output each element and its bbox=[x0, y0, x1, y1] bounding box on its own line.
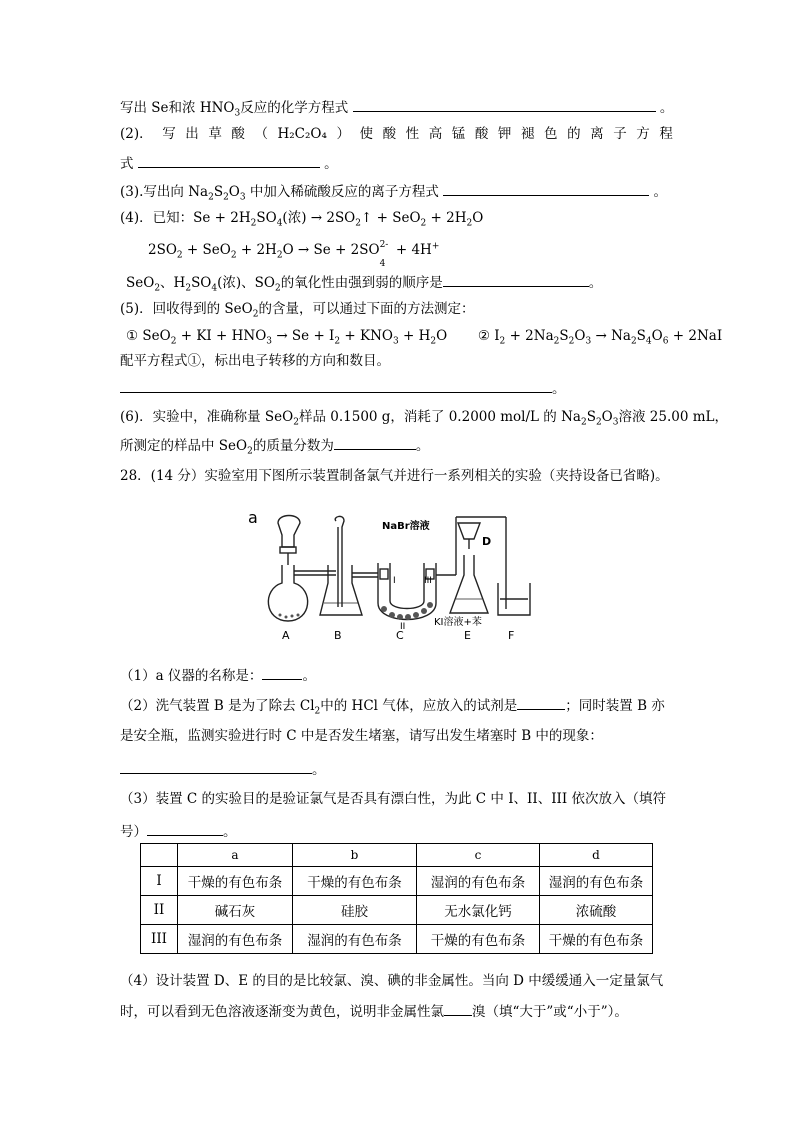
question-27-2-char: (2)． bbox=[120, 126, 153, 142]
label-nabr: NaBr溶液 bbox=[382, 521, 430, 532]
question-27-5-instruction: 配平方程式①，标出电子转移的方向和数目。 bbox=[120, 353, 390, 369]
question-28-2-answer-line: 。 bbox=[120, 759, 326, 779]
answer-blank[interactable] bbox=[120, 378, 552, 393]
funnel-d bbox=[458, 523, 480, 539]
label-C: C bbox=[396, 629, 404, 642]
question-27-5: (5)．回收得到的 SeO$_2$的含量，可以通过下面的方法测定： bbox=[120, 301, 475, 320]
label-E: E bbox=[464, 629, 471, 642]
question-27-2-char: 离 bbox=[590, 126, 604, 142]
label-roman-iii: III bbox=[424, 576, 432, 586]
question-28-2-cont: 是安全瓶，监测实验进行时 C 中是否发生堵塞，请写出发生堵塞时 B 中的现象： bbox=[120, 728, 603, 744]
question-27-4-order: SeO$_2$、$H_2SO_4$(浓)、$SO_2$的氧化性由强到弱的顺序是 。 bbox=[126, 272, 602, 292]
table-row: I 干燥的有色布条 干燥的有色布条 湿润的有色布条 湿润的有色布条 bbox=[141, 867, 653, 896]
answer-blank[interactable] bbox=[444, 1001, 472, 1016]
label-roman-i: I bbox=[393, 576, 396, 586]
question-27-2-char: H₂C₂O₄ bbox=[277, 126, 327, 142]
question-27-2 bbox=[120, 125, 673, 143]
question-27-2-char: 草 bbox=[208, 126, 222, 142]
question-27-5-eq: ① SeO$_2$ + KI + $HNO_3 \to Se + I_2 + KNO_3 + H_2O$ ② $I_2 + 2Na_2S_2O_3 \to Na_2S_4O_6 + 2NaI$ bbox=[126, 328, 723, 347]
question-27-2-char: 高 bbox=[428, 126, 443, 142]
question-27-2-char: 写 bbox=[162, 126, 176, 142]
question-27-2-char: 使 bbox=[359, 126, 374, 142]
u-tube-c bbox=[378, 563, 436, 620]
flask-a bbox=[268, 565, 307, 621]
question-27-2-char: 钾 bbox=[497, 126, 512, 142]
question-27-2-char: 褪 bbox=[520, 126, 535, 142]
answer-blank[interactable] bbox=[138, 153, 320, 168]
label-F: F bbox=[508, 629, 515, 642]
question-27-2-char: 性 bbox=[405, 126, 420, 142]
question-27-3: (3).写出向 $Na_2S_2O_3$ 中加入稀硫酸反应的离子方程式 。 bbox=[120, 181, 667, 201]
label-a: a bbox=[248, 508, 258, 527]
question-27-6-cont: 所测定的样品中 SeO$_2$的质量分数为 。 bbox=[120, 435, 429, 455]
table-row: III 湿润的有色布条 湿润的有色布条 干燥的有色布条 干燥的有色布条 bbox=[141, 925, 653, 954]
label-A: A bbox=[282, 629, 290, 642]
label-roman-ii: II bbox=[400, 622, 406, 632]
question-28-intro: 28．(14 分）实验室用下图所示装置制备氯气并进行一系列相关的实验（夹持设备已省略)。 bbox=[120, 468, 669, 484]
question-27-2-cont: 式 。 bbox=[120, 153, 338, 173]
answer-blank[interactable] bbox=[147, 821, 223, 836]
question-27-2-char: 酸 bbox=[382, 126, 397, 142]
funnel-a bbox=[278, 516, 300, 548]
question-27-1: 写出 Se和浓 $HNO_3$反应的化学方程式 。 bbox=[120, 97, 673, 117]
question-27-2-char: 色 bbox=[544, 126, 558, 142]
label-d: D bbox=[482, 535, 492, 548]
question-27-2-char: 的 bbox=[567, 126, 581, 142]
question-27-2-char: 锰 bbox=[451, 126, 466, 142]
answer-blank[interactable] bbox=[120, 759, 312, 774]
answer-blank[interactable] bbox=[443, 272, 589, 287]
options-table bbox=[140, 843, 653, 954]
question-27-2-char: 方 bbox=[636, 126, 650, 142]
question-28-4: （4）设计装置 D、E 的目的是比较氯、溴、碘的非金属性。当向 D 中缓缓通入一定量氯气 bbox=[120, 973, 664, 989]
question-27-2-char: 酸 bbox=[474, 126, 489, 142]
table-header-row: a b c d bbox=[141, 844, 653, 867]
answer-blank[interactable] bbox=[334, 435, 416, 450]
question-27-2-char: 酸 bbox=[231, 126, 245, 142]
question-27-2-char: ） bbox=[336, 126, 350, 142]
label-ki: KI溶液+苯 bbox=[434, 617, 482, 628]
apparatus-diagram bbox=[244, 503, 534, 643]
question-28-4-cont: 时，可以看到无色溶液逐渐变为黄色，说明非金属性氯 溴（填“大于”或“小于”）。 bbox=[120, 1001, 628, 1021]
question-27-5-answer-line: 。 bbox=[120, 378, 566, 398]
question-28-3-cont: 号） 。 bbox=[120, 821, 237, 841]
question-28-2: （2）洗气装置 B 是为了除去 $Cl_2$中的 HCl 气体，应放入的试剂是 ；同时装置 B 亦 bbox=[120, 695, 665, 715]
question-28-1: （1）a 仪器的名称是： 。 bbox=[120, 665, 316, 685]
question-27-2-char: 程 bbox=[659, 126, 673, 142]
answer-blank[interactable] bbox=[262, 665, 302, 680]
answer-blank[interactable] bbox=[443, 181, 649, 196]
question-27-4-eq1: (4)．已知：$Se + 2H_2SO_4$(浓) → $2SO_2↑ + SeO_2 + 2H_2O$ bbox=[120, 210, 484, 229]
question-27-2-char: （ bbox=[254, 126, 268, 142]
question-27-4-eq2: $2SO_2 + SeO_2 + 2H_2O \to Se + 2SO$ 2- 4 + 4H+ bbox=[148, 240, 440, 269]
label-B: B bbox=[334, 629, 342, 642]
question-27-6: (6)．实验中，准确称量 SeO$_2$样品 0.1500 g，消耗了 0.2000 mol/L 的 $Na_2S_2O_3$溶液 25.00 mL， bbox=[120, 409, 728, 428]
table-row: II 碱石灰 硅胶 无水氯化钙 浓硫酸 bbox=[141, 896, 653, 925]
question-27-2-char: 出 bbox=[185, 126, 199, 142]
question-27-2-char: 子 bbox=[613, 126, 627, 142]
question-28-3: （3）装置 C 的实验目的是验证氯气是否具有漂白性，为此 C 中 I、II、III 依次放入（填符 bbox=[120, 791, 666, 807]
answer-blank[interactable] bbox=[353, 97, 656, 112]
answer-blank[interactable] bbox=[517, 695, 565, 710]
